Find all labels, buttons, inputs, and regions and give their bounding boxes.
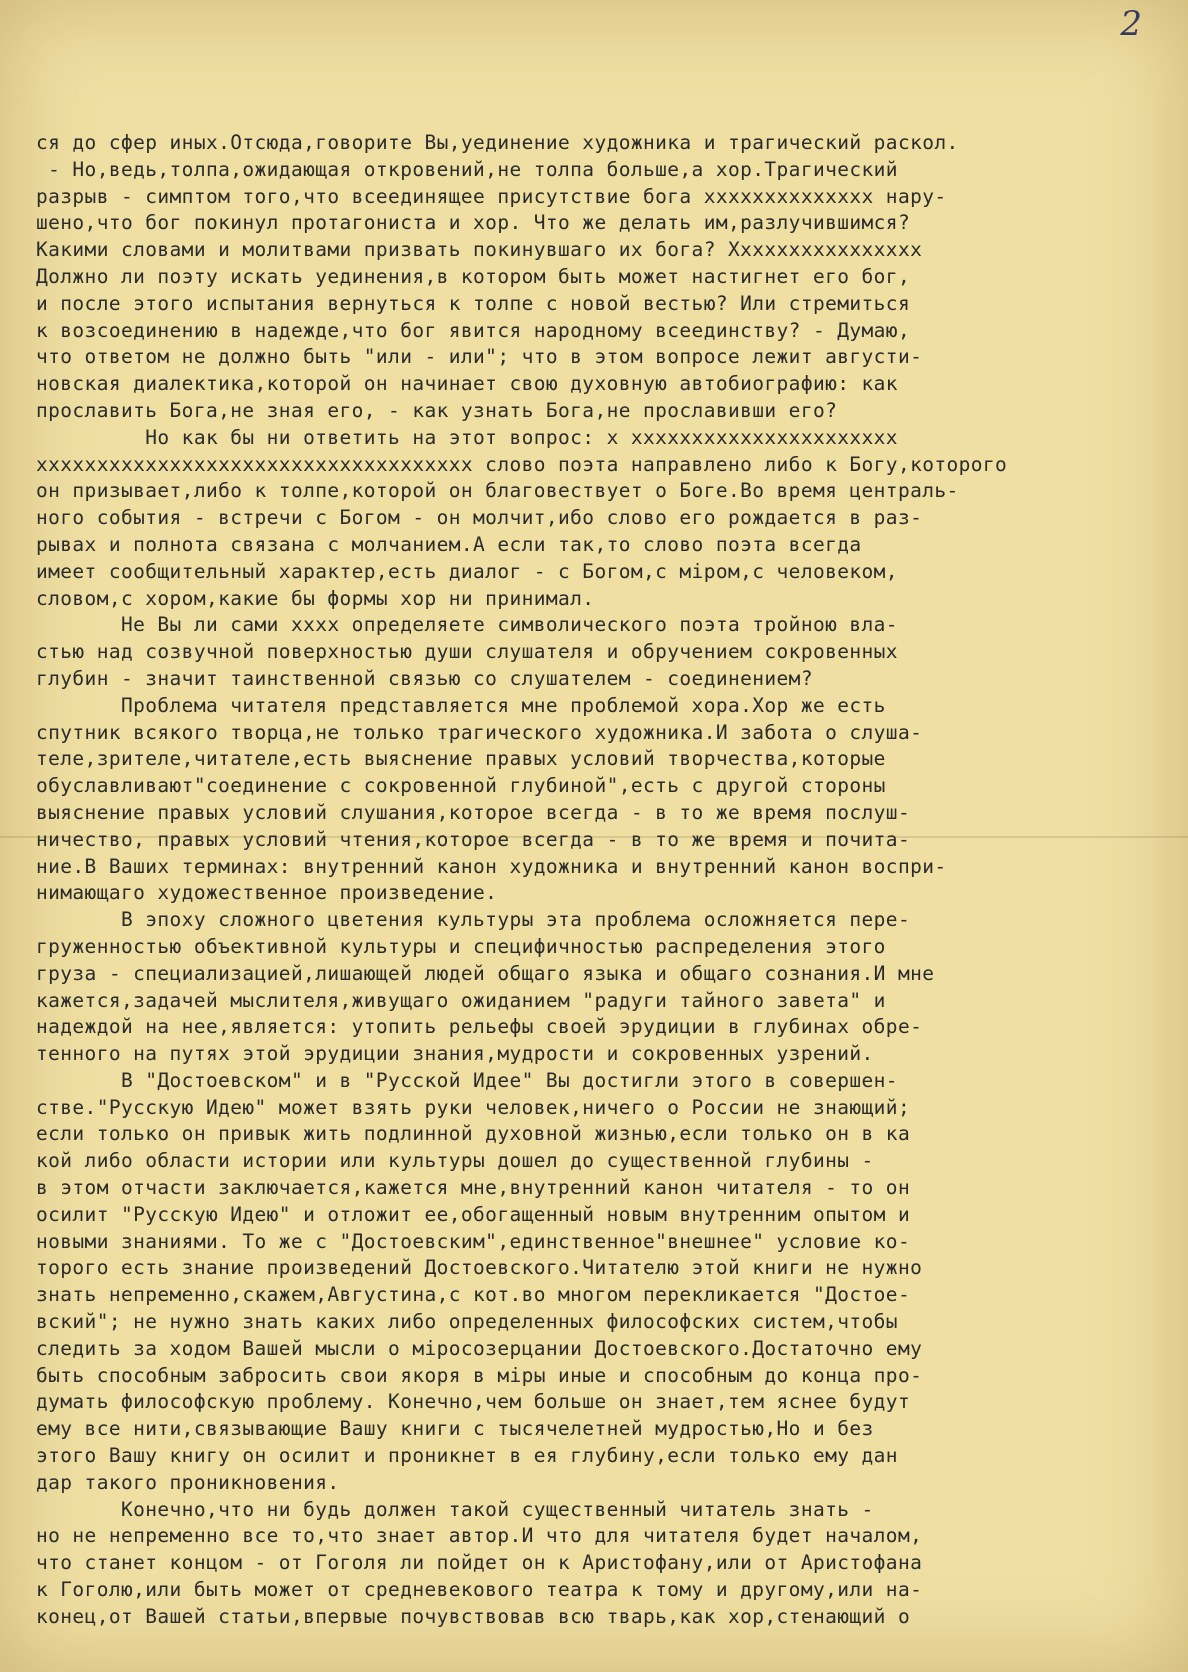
text-line: обуславливают"соединение с сокровенной глубиной",есть с другой стороны xyxy=(36,774,886,798)
text-line: ного события - встречи с Богом - он молчит,ибо слово его рождается в раз- xyxy=(36,506,923,530)
text-line: словом,с хором,какие бы формы хор ни принимал. xyxy=(36,586,595,610)
text-line: в этом отчасти заключается,кажется мне,внутренний канон читателя - то он xyxy=(36,1176,911,1200)
text-line: к Гоголю,или быть может от средневекового театра к тому и другому,или на- xyxy=(36,1578,923,1602)
text-line: конец,от Вашей статьи,впервые почувствовав всю тварь,как хор,стенающий о xyxy=(36,1604,911,1628)
text-line: xxxxxxxxxxxxxxxxxxxxxxxxxxxxxxxxxxxx слово поэта направлено либо к Богу,которого xyxy=(36,452,1008,476)
text-line: но не непременно все то,что знает автор.И что для читателя будет началом, xyxy=(36,1524,923,1548)
text-line: выяснение правых условий слушания,которое всегда - в то же время послуш- xyxy=(36,800,911,824)
text-line: имеет сообщительный характер,есть диалог - с Богом,с міром,с человеком, xyxy=(36,559,898,583)
text-line: если только он привык жить подлинной духовной жизнью,если только он в ка xyxy=(36,1122,911,1146)
text-line: груженностью объективной культуры и специфичностью распределения этого xyxy=(36,934,886,958)
text-line: Не Вы ли сами xxxx определяете символического поэта тройною вла- xyxy=(36,613,898,637)
text-line: стве."Русскую Идею" может взять руки человек,ничего о России не знающий; xyxy=(36,1095,911,1119)
text-line: Должно ли поэту искать уединения,в котором быть может настигнет его бог, xyxy=(36,264,911,288)
text-line: быть способным забросить свои якоря в міры иные и способным до конца про- xyxy=(36,1363,923,1387)
page-number: 2 xyxy=(1120,4,1144,44)
text-line: тенного на путях этой эрудиции знания,мудрости и сокровенных узрений. xyxy=(36,1042,874,1066)
text-line: ние.В Ваших терминах: внутренний канон художника и внутренний канон воспри- xyxy=(36,854,947,878)
text-line: разрыв - симптом того,что всеединящее присутствие бога xxxxxxxxxxxxxx нару- xyxy=(36,184,947,208)
text-line: стью над созвучной поверхностью души слушателя и обручением сокровенных xyxy=(36,640,898,664)
text-line: этого Вашу книгу он осилит и проникнет в ея глубину,если только ему дан xyxy=(36,1444,898,1468)
text-line: ничество, правых условий чтения,которое всегда - в то же время и почита- xyxy=(36,827,911,851)
text-line: В "Достоевском" и в "Русской Идее" Вы достигли этого в совершен- xyxy=(36,1068,898,1092)
text-line: груза - специализацией,лишающей людей общаго языка и общаго сознания.И мне xyxy=(36,961,935,985)
text-line: знать непременно,скажем,Августина,с кот.во многом перекликается "Достое- xyxy=(36,1283,911,1307)
text-line: Какими словами и молитвами призвать покинувшаго их бога? Xxxxxxxxxxxxxxxx xyxy=(36,238,923,262)
text-line: что станет концом - от Гоголя ли пойдет он к Аристофану,или от Аристофана xyxy=(36,1551,923,1575)
text-line: думать философскую проблему. Конечно,чем больше он знает,тем яснее будут xyxy=(36,1390,911,1414)
text-line: осилит "Русскую Идею" и отложит ее,обогащенный новым внутренним опытом и xyxy=(36,1202,911,1226)
letter-body-text xyxy=(36,130,1166,1631)
text-line: нимающаго художественное произведение. xyxy=(36,881,498,905)
text-line: кажется,задачей мыслителя,живущаго ожиданием "радуги тайного завета" и xyxy=(36,988,886,1012)
text-line: В эпоху сложного цветения культуры эта проблема осложняется пере- xyxy=(36,908,911,932)
text-line: Но как бы ни ответить на этот вопрос: x xxxxxxxxxxxxxxxxxxxxxx xyxy=(36,425,898,449)
text-line: шено,что бог покинул протагониста и хор. Что же делать им,разлучившимся? xyxy=(36,211,911,235)
text-line: новыми знаниями. То же с "Достоевским",единственное"внешнее" условие ко- xyxy=(36,1229,911,1253)
text-line: рывах и полнота связана с молчанием.А если так,то слово поэта всегда xyxy=(36,532,862,556)
text-line: теле,зрителе,читателе,есть выяснение правых условий творчества,которые xyxy=(36,747,886,771)
text-line: глубин - значит таинственной связью со слушателем - соединением? xyxy=(36,666,813,690)
text-line: Проблема читателя представляется мне проблемой хора.Хор же есть xyxy=(36,693,886,717)
text-line: торого есть знание произведений Достоевского.Читателю этой книги не нужно xyxy=(36,1256,923,1280)
text-line: новская диалектика,которой он начинает свою духовную автобиографию: как xyxy=(36,372,898,396)
text-line: ему все нити,связывающие Вашу книги с тысячелетней мудростью,Но и без xyxy=(36,1417,874,1441)
text-line: надеждой на нее,является: утопить рельефы своей эрудиции в глубинах обре- xyxy=(36,1015,923,1039)
text-line: - Но,ведь,толпа,ожидающая откровений,не толпа больше,а хор.Трагический xyxy=(36,157,898,181)
text-line: спутник всякого творца,не только трагического художника.И забота о слуша- xyxy=(36,720,923,744)
text-line: дар такого проникновения. xyxy=(36,1470,340,1494)
text-line: и после этого испытания вернуться к толпе с новой вестью? Или стремиться xyxy=(36,291,911,315)
text-line: Конечно,что ни будь должен такой существенный читатель знать - xyxy=(36,1497,874,1521)
text-line: кой либо области истории или культуры дошел до существенной глубины - xyxy=(36,1149,874,1173)
text-line: он призывает,либо к толпе,которой он благовествует о Боге.Во время централь- xyxy=(36,479,959,503)
text-line: следить за ходом Вашей мысли о міросозерцании Достоевского.Достаточно ему xyxy=(36,1336,923,1360)
text-line: ся до сфер иных.Отсюда,говорите Вы,уединение художника и трагический раскол. xyxy=(36,131,959,154)
text-line: к возсоединению в надежде,что бог явится народному всеединству? - Думаю, xyxy=(36,318,911,342)
text-line: что ответом не должно быть "или - или"; что в этом вопросе лежит августи- xyxy=(36,345,923,369)
text-line: прославить Бога,не зная его, - как узнать Бога,не прославивши его? xyxy=(36,398,838,422)
text-line: вский"; не нужно знать каких либо определенных философских систем,чтобы xyxy=(36,1310,898,1334)
